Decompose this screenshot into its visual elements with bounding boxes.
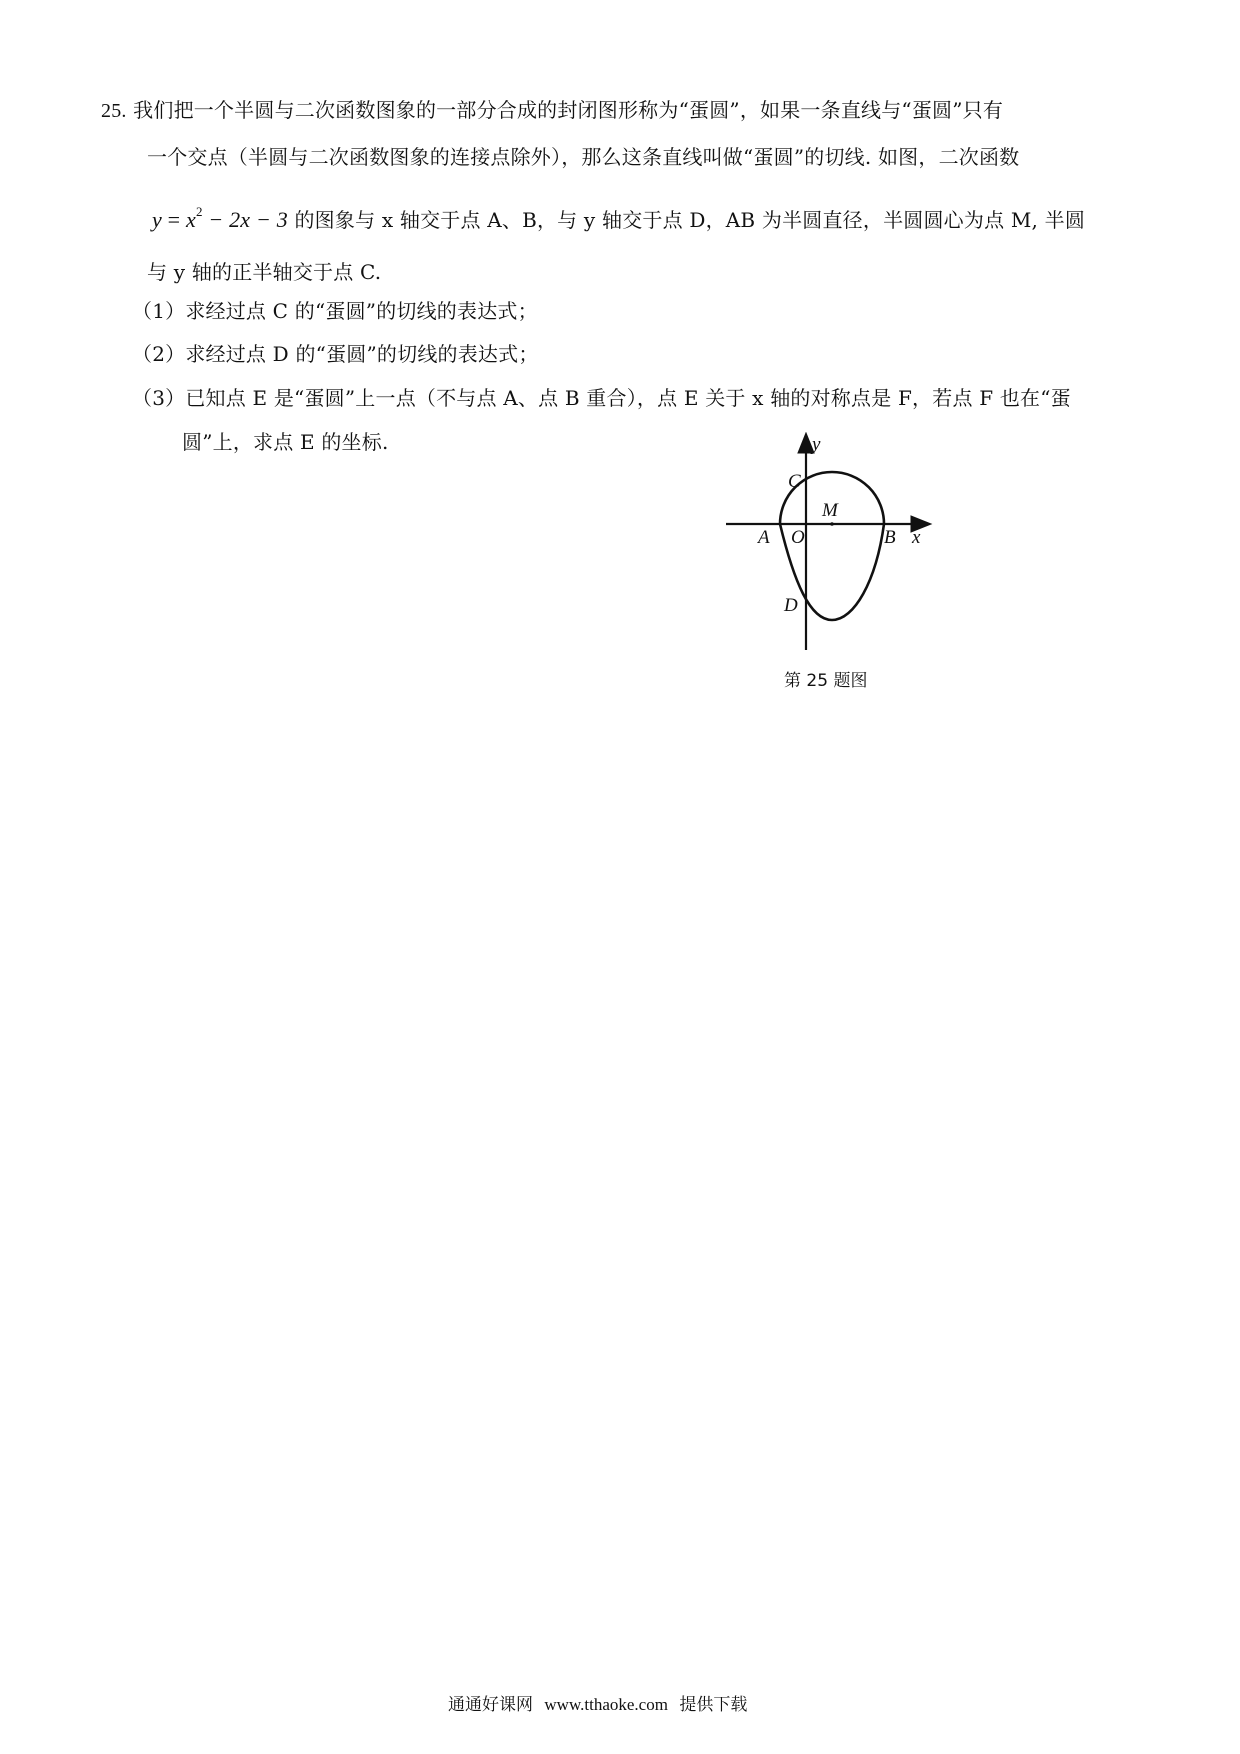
stem-text-4: 与 y 轴的正半轴交于点 C. <box>147 260 382 284</box>
label-o: O <box>791 527 805 548</box>
equation-exponent: 2 <box>195 204 203 219</box>
equation-rest: − 2x − 3 <box>202 207 288 232</box>
question-number: 25. <box>101 100 127 122</box>
question-part-3-continued <box>182 428 389 456</box>
stem-text-1: 我们把一个半圆与二次函数图象的一部分合成的封闭图形称为“蛋圆”，如果一条直线与“蛋圆”只有 <box>133 98 1004 122</box>
question-stem-line-1 <box>101 96 1003 125</box>
stem-text-3: 的图象与 x 轴交于点 A、B，与 y 轴交于点 D，AB 为半圆直径，半圆圆心为点 M, 半圆 <box>294 208 1086 232</box>
figure-caption: 第 25 题图 <box>784 671 868 691</box>
equation-x: x <box>185 207 196 232</box>
part-1-text: （1）求经过点 C 的“蛋圆”的切线的表达式； <box>132 299 538 323</box>
question-part-1 <box>132 297 538 325</box>
equation-y: y <box>152 207 162 232</box>
stem-text-2: 一个交点（半圆与二次函数图象的连接点除外），那么这条直线叫做“蛋圆”的切线. 如图，二次函数 <box>147 145 1020 169</box>
label-d: D <box>784 595 798 616</box>
question-part-3 <box>132 384 1071 412</box>
footer-suffix: 提供下载 <box>679 1695 748 1715</box>
question-stem-line-3 <box>152 198 1085 234</box>
label-m: M <box>822 500 838 521</box>
label-y: y <box>812 434 821 455</box>
footer-site-name: 通通好课网 <box>448 1695 533 1715</box>
part-3-text-1: （3）已知点 E 是“蛋圆”上一点（不与点 A、点 B 重合），点 E 关于 x 轴的对称点是 F，若点 F 也在“蛋 <box>132 386 1071 410</box>
question-part-2 <box>132 340 539 368</box>
label-x: x <box>912 527 921 548</box>
equation-equals: = <box>161 207 186 232</box>
egg-circle-figure <box>718 432 938 662</box>
question-stem-line-4 <box>147 258 381 286</box>
label-b: B <box>884 527 896 548</box>
footer-url: www.tthaoke.com <box>544 1695 668 1714</box>
part-2-text: （2）求经过点 D 的“蛋圆”的切线的表达式； <box>132 342 539 366</box>
equation <box>152 204 288 232</box>
label-c: C <box>788 471 801 492</box>
page-footer <box>448 1690 747 1715</box>
part-3-text-2: 圆”上，求点 E 的坐标. <box>182 430 389 454</box>
label-a: A <box>758 527 770 548</box>
center-point-m <box>830 522 834 526</box>
question-stem-line-2 <box>147 143 1019 171</box>
